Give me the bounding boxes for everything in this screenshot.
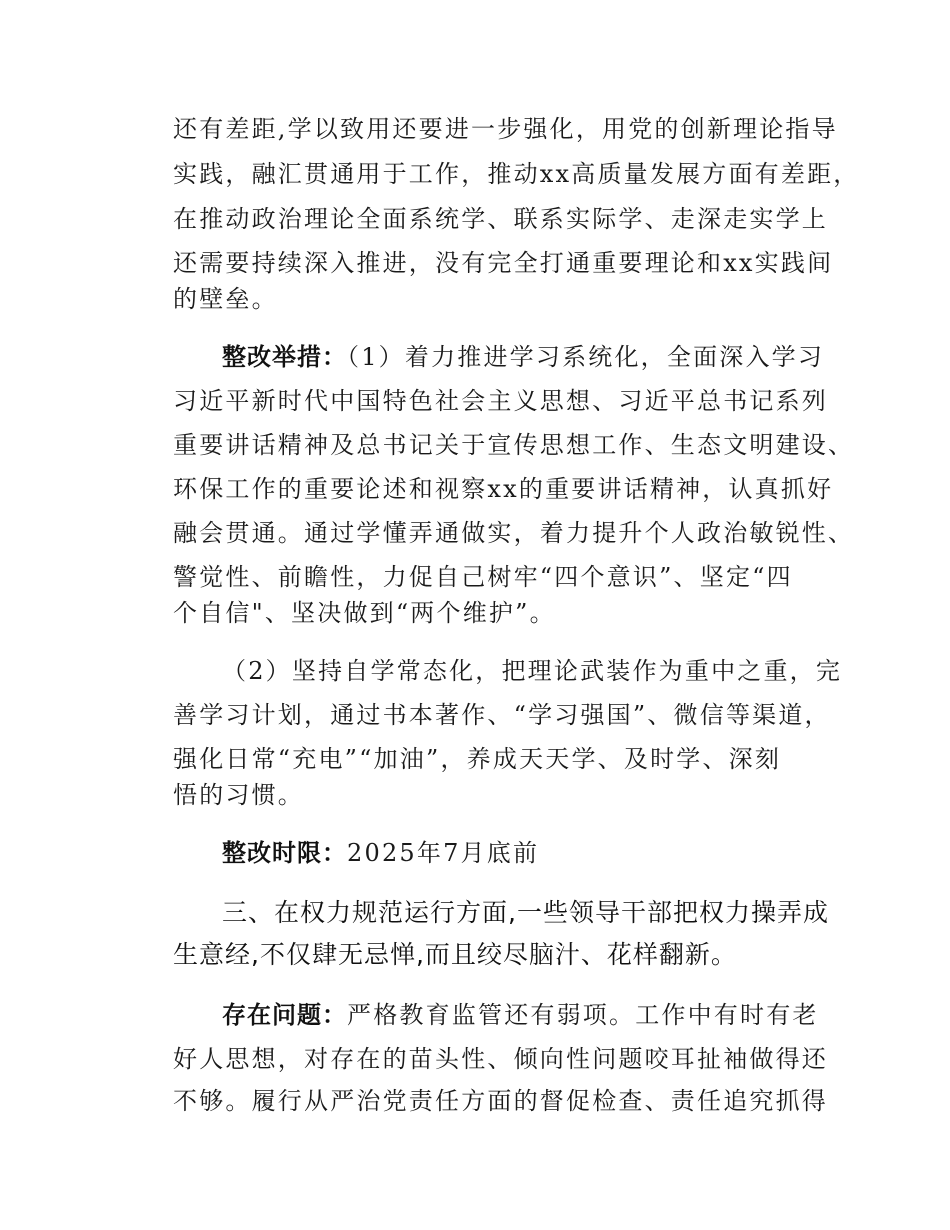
paragraph-line: 习近平新时代中国特色社会主义思想、习近平总书记系列 bbox=[173, 387, 828, 415]
deadline-value: 2025年7月底前 bbox=[347, 839, 540, 867]
paragraph-line: 强化日常“充电”“加油”，养成天天学、及时学、深刻 bbox=[173, 745, 782, 773]
paragraph-line: 在推动政治理论全面系统学、联系实际学、走深走实学上 bbox=[173, 205, 828, 233]
paragraph-line: 融会贯通。通过学懂弄通做实，着力提升个人政治敏锐性、 bbox=[173, 519, 855, 547]
paragraph-line: （2）坚持自学常态化，把理论武装作为重中之重，完 bbox=[222, 657, 843, 685]
paragraph-line: 环保工作的重要论述和视察xx的重要讲话精神，认真抓好 bbox=[173, 475, 834, 503]
paragraph-line: 实践，融汇贯通用于工作，推动xx高质量发展方面有差距， bbox=[173, 160, 860, 188]
measures-text: （1）着力推进学习系统化，全面深入学习 bbox=[347, 343, 825, 371]
paragraph-line: 还需要持续深入推进，没有完全打通重要理论和xx实践间 bbox=[173, 249, 834, 277]
paragraph-line: 个自信"、坚决做到“两个维护”。 bbox=[173, 599, 556, 627]
paragraph-line: 还有差距,学以致用还要进一步强化，用党的创新理论指导 bbox=[173, 115, 838, 143]
paragraph-line: 的壁垒。 bbox=[173, 285, 278, 313]
paragraph-line: 善学习计划，通过书本著作、“学习强国”、微信等渠道， bbox=[173, 701, 831, 729]
measures-label: 整改举措： bbox=[222, 343, 347, 371]
problems-label: 存在问题： bbox=[222, 1001, 347, 1029]
section-heading: 三、在权力规范运行方面,一些领导干部把权力操弄成 bbox=[222, 898, 829, 927]
deadline-label: 整改时限： bbox=[222, 839, 347, 867]
problems-text: 严格教育监管还有弱项。工作中有时有老 bbox=[347, 1001, 819, 1029]
section-heading: 生意经,不仅肆无忌惮,而且绞尽脑汁、花样翻新。 bbox=[173, 940, 737, 969]
measures-first-line bbox=[222, 342, 824, 372]
paragraph-line: 好人思想，对存在的苗头性、倾向性问题咬耳扯袖做得还 bbox=[173, 1045, 828, 1073]
problems-first-line bbox=[222, 1000, 819, 1030]
paragraph-line: 悟的习惯。 bbox=[173, 781, 304, 809]
paragraph-line: 不够。履行从严治党责任方面的督促检查、责任追究抓得 bbox=[173, 1087, 828, 1115]
paragraph-line: 警觉性、前瞻性，力促自己树牢“四个意识”、坚定“四 bbox=[173, 563, 793, 591]
paragraph-line: 重要讲话精神及总书记关于宣传思想工作、生态文明建设、 bbox=[173, 431, 855, 459]
deadline-line bbox=[222, 838, 539, 868]
